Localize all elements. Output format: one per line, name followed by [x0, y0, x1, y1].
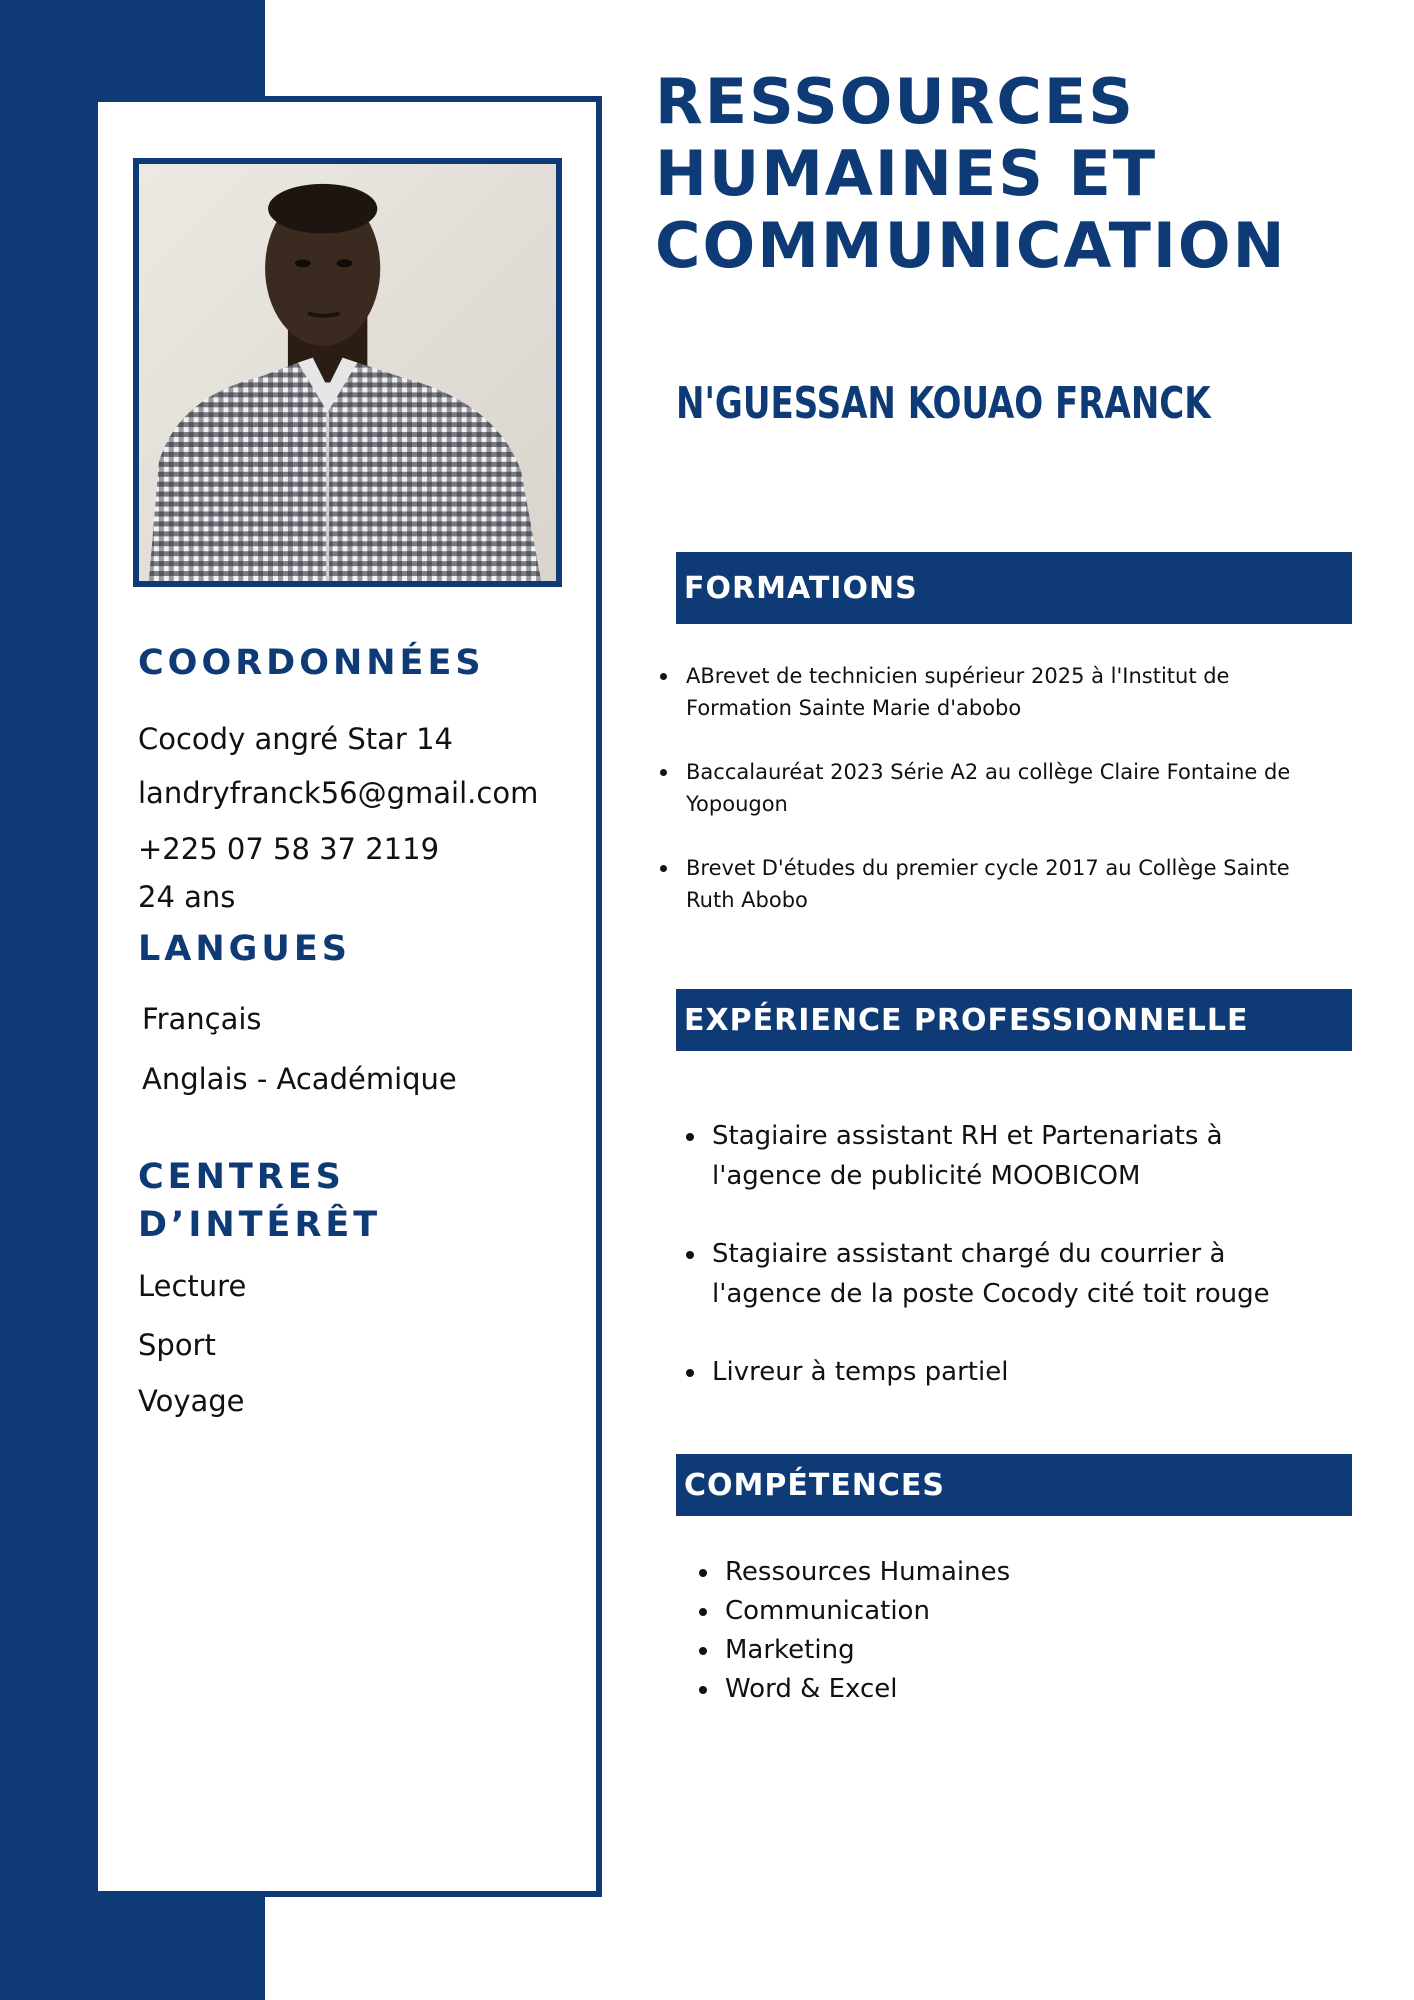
portrait-image: [139, 164, 556, 581]
formations-list: [686, 660, 1326, 948]
list-item: Livreur à temps partiel: [712, 1352, 1312, 1392]
list-item: Word & Excel: [725, 1670, 1225, 1709]
skills-heading: COMPÉTENCES: [684, 1467, 946, 1503]
list-item: ABrevet de technicien supérieur 2025 à l'Institut de Formation Sainte Marie d'abobo: [686, 660, 1326, 724]
list-item: Marketing: [725, 1631, 1225, 1670]
language-item: Anglais - Académique: [142, 1062, 457, 1096]
skills-bar: [676, 1454, 1352, 1516]
list-item: Brevet D'études du premier cycle 2017 au Collège Sainte Ruth Abobo: [686, 852, 1326, 916]
list-item: Stagiaire assistant RH et Partenariats à l'agence de publicité MOOBICOM: [712, 1116, 1312, 1196]
experience-heading: EXPÉRIENCE PROFESSIONNELLE: [684, 1002, 1249, 1038]
skills-list: [725, 1553, 1225, 1709]
formations-heading: FORMATIONS: [684, 570, 918, 606]
interest-item: Voyage: [138, 1384, 245, 1418]
person-name: N'GUESSAN KOUAO FRANCK: [676, 378, 1211, 429]
contact-email[interactable]: landryfranck56@gmail.com: [138, 776, 539, 810]
list-item: Baccalauréat 2023 Série A2 au collège Claire Fontaine de Yopougon: [686, 756, 1326, 820]
contact-heading: COORDONNÉES: [138, 643, 485, 683]
contact-age: 24 ans: [138, 880, 236, 914]
contact-phone[interactable]: +225 07 58 37 2119: [138, 832, 440, 866]
formations-bar: [676, 552, 1352, 624]
experience-list: [712, 1116, 1312, 1430]
list-item: Communication: [725, 1592, 1225, 1631]
experience-bar: [676, 989, 1352, 1051]
language-item: Français: [142, 1002, 262, 1036]
list-item: Stagiaire assistant chargé du courrier à l'agence de la poste Cocody cité toit rouge: [712, 1234, 1312, 1314]
interests-heading: CENTRES D’INTÉRÊT: [138, 1157, 382, 1245]
interest-item: Sport: [138, 1328, 216, 1362]
interest-item: Lecture: [138, 1269, 247, 1303]
languages-heading: LANGUES: [138, 929, 351, 969]
list-item: Ressources Humaines: [725, 1553, 1225, 1592]
contact-address: Cocody angré Star 14: [138, 722, 453, 756]
resume-title: RESSOURCES HUMAINES ET COMMUNICATION: [655, 65, 1287, 282]
profile-photo: [133, 158, 562, 587]
